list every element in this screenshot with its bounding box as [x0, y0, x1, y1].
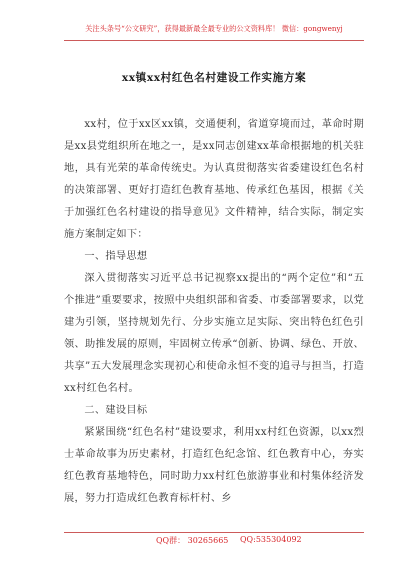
- header-divider: [64, 40, 364, 41]
- section-paragraph-guiding-ideology: 深入贯彻落实习近平总书记视察xx提出的“两个定位”和“五个推进”重要要求，按照中央组织部和省委、市委部署要求，以党建为引领，坚持规划先行、分步实施立足实际、突出特色红色引领、助推发展的原则，牢固树立传承“创新、协调、绿色、开放、共享”五大发展理念实现初心和使命永恒不变的追寻与担当，打造xx村红色名村。: [64, 273, 364, 394]
- section-heading-construction-goals: 二、建设目标: [84, 405, 148, 416]
- footer-qq-number: QQ:535304092: [240, 535, 302, 544]
- footer-qq-group: QQ群： 30265665: [156, 536, 229, 545]
- document-body: [64, 114, 364, 510]
- section-heading-guiding-ideology: 一、指导思想: [84, 251, 148, 262]
- document-title: xx镇xx村红色名村建设工作实施方案: [121, 72, 307, 84]
- section-paragraph-construction-goals: 紧紧围绕“红色名村”建设要求，利用xx村红色资源，以xx烈士革命故事为历史素材，打造红色纪念馆、红色教育中心，夯实红色教育基地特色，同时助力xx村红色旅游事业和村集体经济发展，努力打造成红色教育标杆村、乡: [64, 427, 364, 504]
- footer-divider: [64, 532, 364, 533]
- footer-bar: [64, 532, 364, 548]
- intro-paragraph: xx村，位于xx区xx镇，交通便利，省道穿境而过，革命时期是xx县党组织所在地之一，是xx同志创建xx革命根据地的机关驻地，具有光荣的革命传统史。为认真贯彻落实省委建设红色名村的决策部署、更好打造红色教育基地、传承红色基因，根据《关于加强红色名村建设的指导意见》文件精神，结合实际，制定实施方案制定如下：: [64, 119, 364, 240]
- header-banner: 关注头条号“公文研究”，获得最新最全最专业的公文资料库！ 微信：gongwenyj: [85, 24, 343, 33]
